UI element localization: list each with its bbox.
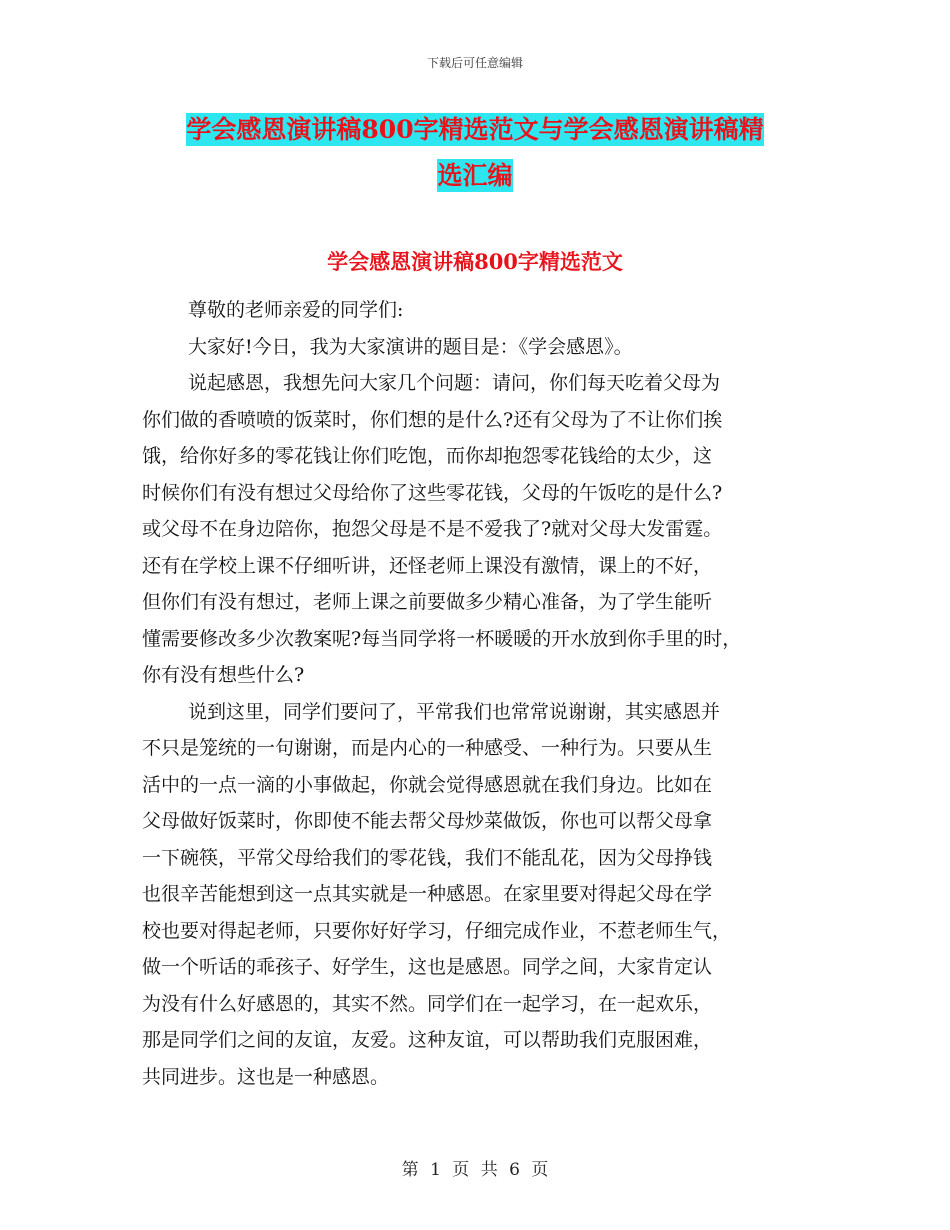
- body-line: 做一个听话的乖孩子、好学生，这也是感恩。同学之间，大家肯定认: [142, 956, 713, 978]
- body-line: 大家好!今日，我为大家演讲的题目是：《学会感恩》。: [188, 335, 633, 358]
- body-line: 校也要对得起老师，只要你好好学习，仔细完成作业，不惹老师生气，: [142, 919, 732, 942]
- body-line: 说到这里，同学们要问了，平常我们也常常说谢谢，其实感恩并: [188, 700, 721, 723]
- body-line: 你们做的香喷喷的饭菜时，你们想的是什么?还有父母为了不让你们挨: [142, 408, 723, 431]
- body-line: 不只是笼统的一句谢谢，而是内心的一种感受、一种行为。只要从生: [142, 737, 713, 759]
- body-line: 或父母不在身边陪你，抱怨父母是不是不爱我了?就对父母大发雷霆。: [142, 518, 723, 540]
- body-line: 时候你们有没有想过父母给你了这些零花钱，父母的午饭吃的是什么?: [142, 481, 723, 504]
- page-footer: 第 1 页 共 6 页: [401, 1160, 549, 1180]
- body-line: 饿，给你好多的零花钱让你们吃饱，而你却抱怨零花钱给的太少，这: [142, 445, 713, 467]
- body-line: 一下碗筷，平常父母给我们的零花钱，我们不能乱花，因为父母挣钱: [142, 846, 713, 869]
- body-line: 你有没有想些什么?: [142, 664, 305, 686]
- body-line: 尊敬的老师亲爱的同学们:: [188, 299, 404, 321]
- body-line: 为没有什么好感恩的，其实不然。同学们在一起学习，在一起欢乐，: [142, 992, 713, 1015]
- body-line: 那是同学们之间的友谊，友爱。这种友谊，可以帮助我们克服困难，: [142, 1029, 713, 1051]
- body-line: 还有在学校上课不仔细听讲，还怪老师上课没有激情，课上的不好，: [142, 554, 713, 577]
- body-line: 懂需要修改多少次教案呢?每当同学将一杯暖暖的开水放到你手里的时，: [142, 627, 742, 650]
- body-line: 说起感恩，我想先问大家几个问题：请问，你们每天吃着父母为: [188, 372, 721, 394]
- title-line-1: 学会感恩演讲稿800字精选范文与学会感恩演讲稿精: [186, 115, 764, 144]
- body-line: 也很辛苦能想到这一点其实就是一种感恩。在家里要对得起父母在学: [142, 883, 713, 905]
- title-line-2: 选汇编: [437, 161, 513, 190]
- document-title: [0, 107, 950, 199]
- body-line: 但你们有没有想过，老师上课之前要做多少精心准备，为了学生能听: [142, 591, 713, 613]
- speech-body: [142, 292, 822, 1095]
- page-header-note: 下载后可任意编辑: [426, 56, 523, 70]
- body-line: 共同进步。这也是一种感恩。: [142, 1065, 390, 1088]
- body-line: 父母做好饭菜时，你即使不能去帮父母炒菜做饭，你也可以帮父母拿: [142, 810, 713, 832]
- section-title: 学会感恩演讲稿800字精选范文: [327, 249, 623, 274]
- body-line: 活中的一点一滴的小事做起，你就会觉得感恩就在我们身边。比如在: [142, 773, 713, 796]
